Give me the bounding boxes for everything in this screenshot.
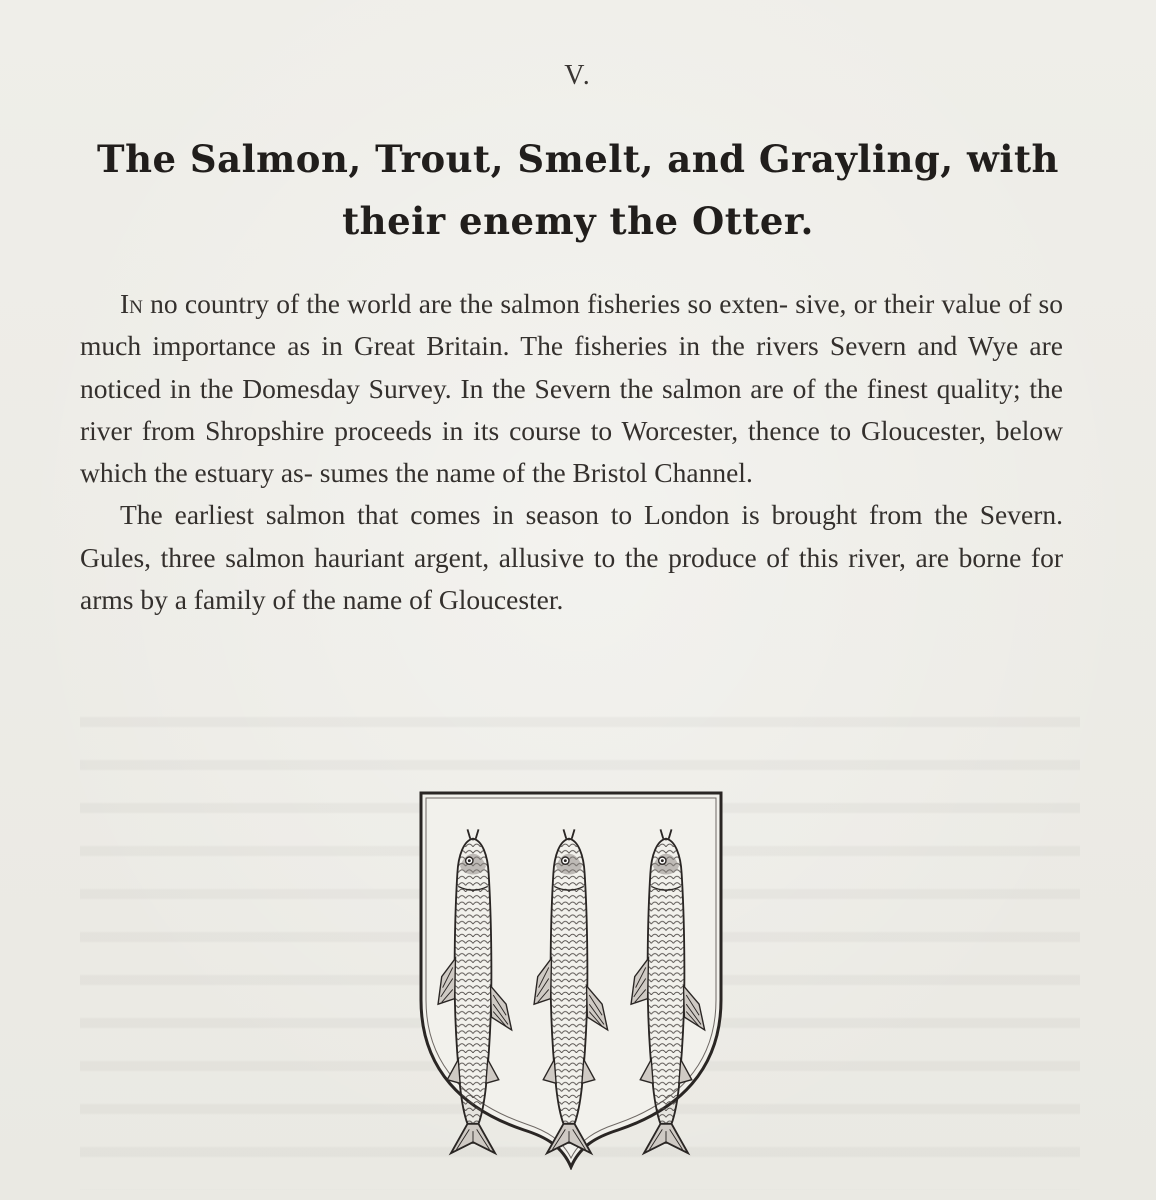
chapter-title xyxy=(60,128,1096,252)
coat-of-arms-illustration xyxy=(418,790,724,1170)
paragraph-2-text: The earliest salmon that comes in season to London is brought from the Severn. Gules, three salmon hauriant argent, allusive to the produce of this river, are borne for arms by a family of the name of Gloucester. xyxy=(80,499,1063,616)
paragraph-1-text: no country of the world are the salmon fisheries so exten- sive, or their value of so much importance as in Great Britain. The fisheries in the rivers Severn and Wye are noticed in the Domesday Survey. In the Severn the salmon are of the finest quality; the river from Shropshire proceeds in its course to Worcester, thence to Gloucester, below which the estuary as- sumes the name of the Bristol Channel. xyxy=(80,288,1063,489)
paragraph-2 xyxy=(80,494,1063,621)
paragraph-1 xyxy=(80,283,1063,494)
body-text xyxy=(80,283,1063,621)
chapter-number: V. xyxy=(564,60,592,91)
paragraph-lead-capital: In xyxy=(120,288,143,319)
chapter-title-line-2: their enemy the Otter. xyxy=(342,199,814,243)
chapter-title-line-1: The Salmon, Trout, Smelt, and Grayling, with xyxy=(97,137,1059,181)
shield-icon xyxy=(418,790,724,1170)
